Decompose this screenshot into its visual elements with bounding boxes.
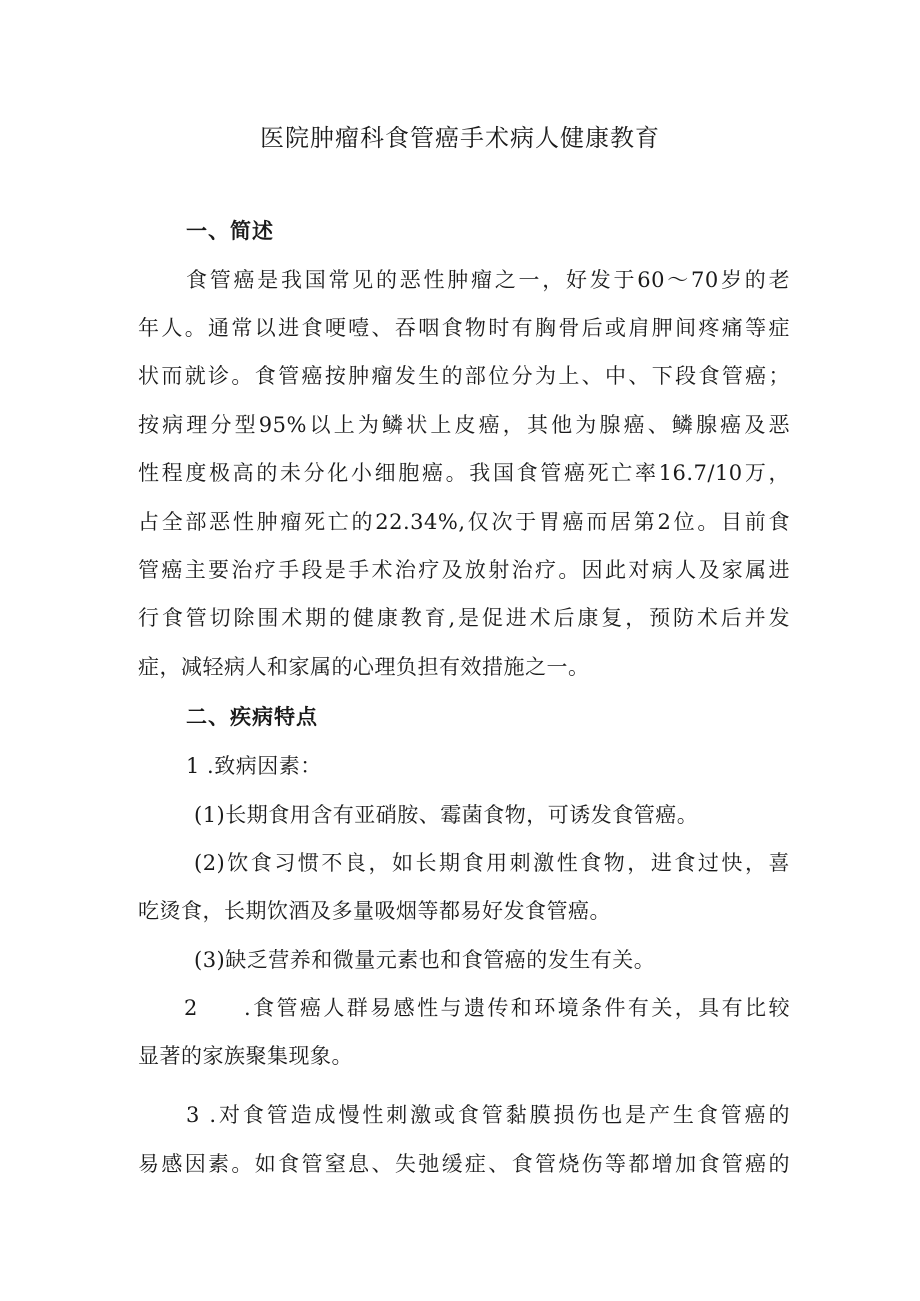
sub-item-continuation: 吃烫食，长期饮酒及多量吸烟等都易好发食管癌。 xyxy=(138,899,611,923)
list-item: .食管癌人群易感性与遗传和环境条件有关，具有比较 xyxy=(244,996,790,1020)
paragraph-line: 症，减轻病人和家属的心理负担有效措施之一。 xyxy=(138,655,590,679)
paragraph-line: 管癌主要治疗手段是手术治疗及放射治疗。因此对病人及家属进 xyxy=(138,558,790,582)
list-item-number: 2 xyxy=(184,996,198,1020)
section-heading-overview: 一、简述 xyxy=(186,218,274,243)
document-title: 医院肿瘤科食管癌手术病人健康教育 xyxy=(260,124,660,152)
paragraph-line: 状而就诊。食管癌按肿瘤发生的部位分为上、中、下段食管癌； xyxy=(138,364,790,388)
paragraph-line: 性程度极高的未分化小细胞癌。我国食管癌死亡率16.7/10万， xyxy=(138,461,790,485)
sub-item: (1)长期食用含有亚硝胺、霉菌食物，可诱发食管癌。 xyxy=(194,803,699,827)
list-item-title: 1 .致病因素： xyxy=(186,754,322,778)
list-item-continuation: 易感因素。如食管窒息、失弛缓症、食管烧伤等都增加食管癌的 xyxy=(138,1152,790,1176)
sub-item: (2)饮食习惯不良，如长期食用刺激性食物，进食过快，喜 xyxy=(194,851,790,875)
paragraph-line: 食管癌是我国常见的恶性肿瘤之一，好发于60～70岁的老 xyxy=(186,268,790,292)
section-heading-disease-features: 二、疾病特点 xyxy=(186,704,318,729)
paragraph-line: 按病理分型95%以上为鳞状上皮癌，其他为腺癌、鳞腺癌及恶 xyxy=(138,413,790,437)
paragraph-line: 占全部恶性肿瘤死亡的22.34%,仅次于胃癌而居第2位。目前食 xyxy=(138,510,790,534)
paragraph-line: 年人。通常以进食哽噎、吞咽食物时有胸骨后或肩胛间疼痛等症 xyxy=(138,316,790,340)
sub-item: (3)缺乏营养和微量元素也和食管癌的发生有关。 xyxy=(194,948,656,972)
list-item-continuation: 显著的家族聚集现象。 xyxy=(138,1044,353,1068)
paragraph-line: 行食管切除围术期的健康教育,是促进术后康复，预防术后并发 xyxy=(138,606,790,630)
list-item: 3 .对食管造成慢性刺激或食管黏膜损伤也是产生食管癌的 xyxy=(186,1103,790,1127)
